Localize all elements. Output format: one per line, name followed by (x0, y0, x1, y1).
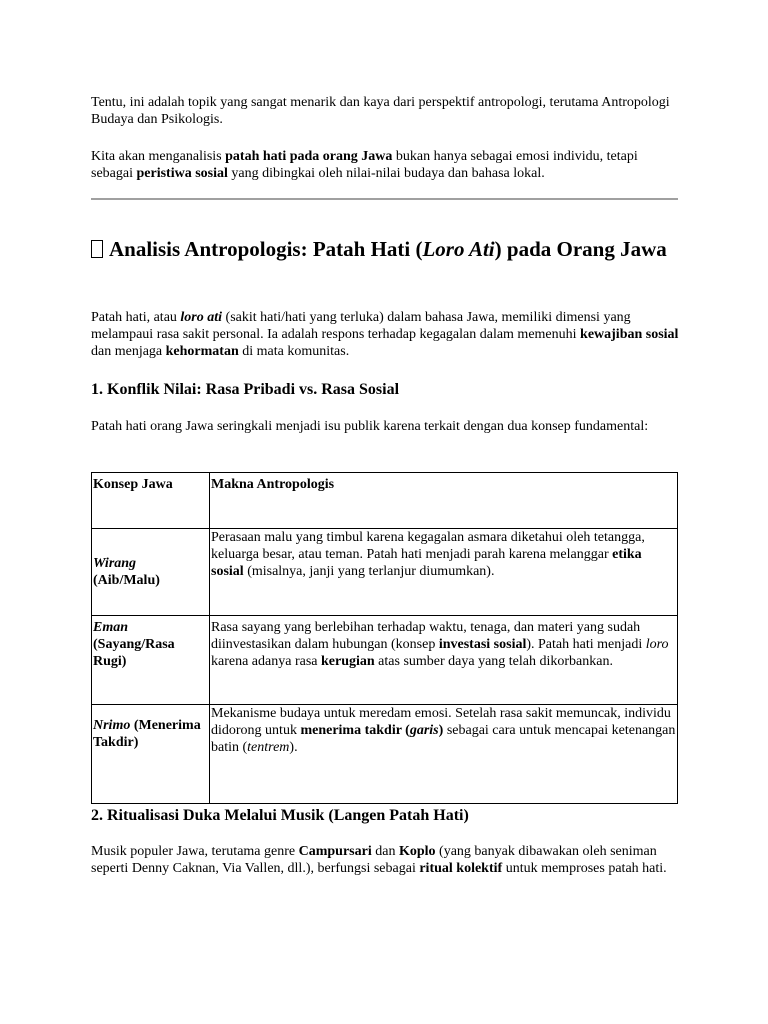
emphasis-peristiwa-sosial: peristiwa sosial (136, 166, 228, 181)
table-row (92, 705, 678, 804)
table-header-row (92, 473, 678, 529)
section-1-intro: Patah hati orang Jawa seringkali menjadi isu publik karena terkait dengan dua konsep fundamental: (91, 419, 649, 434)
intro-paragraph-2: Kita akan menganalisis patah hati pada orang Jawa bukan hanya sebagai emosi individu, tetapi sebagai peristiwa sosial yang dibingkai oleh nilai-nilai budaya dan bahasa lokal. (91, 149, 638, 181)
section-heading-2: 2. Ritualisasi Duka Melalui Musik (Langen Patah Hati) (91, 807, 469, 824)
emphasis-patah-hati: patah hati pada orang Jawa (225, 149, 393, 164)
section-2-intro: Musik populer Jawa, terutama genre Campursari dan Koplo (yang banyak dibawakan oleh seniman seperti Denny Caknan, Via Vallen, dll.), berfungsi sebagai ritual kolektif untuk memproses patah hati. (91, 844, 667, 876)
intro-paragraph-1: Tentu, ini adalah topik yang sangat menarik dan kaya dari perspektif antropologi, terutama Antropologi Budaya dan Psikologis. (91, 95, 670, 127)
table-header-cell: Konsep Jawa (92, 473, 210, 529)
horizontal-divider (91, 198, 678, 200)
table-header-cell: Makna Antropologis (210, 473, 678, 529)
concepts-table (91, 472, 678, 804)
concept-term-cell: Wirang (Aib/Malu) (92, 529, 210, 616)
concept-term-cell: Nrimo (Menerima Takdir) (92, 705, 210, 804)
missing-glyph-icon (91, 240, 103, 258)
definition-paragraph: Patah hati, atau loro ati (sakit hati/hati yang terluka) dalam bahasa Jawa, memiliki dimensi yang melampaui rasa sakit personal. Ia adalah respons terhadap kegagalan dalam memenuhi kewajiban sosial dan menjaga kehormatan di mata komunitas. (91, 310, 679, 359)
page-title: Analisis Antropologis: Patah Hati (Loro Ati) pada Orang Jawa (91, 235, 691, 263)
table-row (92, 616, 678, 705)
table-row (92, 529, 678, 616)
concept-meaning-cell: Mekanisme budaya untuk meredam emosi. Setelah rasa sakit memuncak, individu didorong untuk menerima takdir (garis) sebagai cara untuk mencapai ketenangan batin (tentrem). (210, 705, 678, 804)
concept-meaning-cell: Rasa sayang yang berlebihan terhadap waktu, tenaga, dan materi yang sudah diinvestasikan dalam hubungan (konsep investasi sosial). Patah hati menjadi loro karena adanya rasa kerugian atas sumber daya yang telah dikorbankan. (210, 616, 678, 705)
section-heading-1: 1. Konflik Nilai: Rasa Pribadi vs. Rasa Sosial (91, 381, 400, 398)
concept-meaning-cell: Perasaan malu yang timbul karena kegagalan asmara diketahui oleh tetangga, keluarga besar, atau teman. Patah hati menjadi parah karena melanggar etika sosial (misalnya, janji yang terlanjur diumumkan). (210, 529, 678, 616)
concept-term-cell: Eman (Sayang/Rasa Rugi) (92, 616, 210, 705)
